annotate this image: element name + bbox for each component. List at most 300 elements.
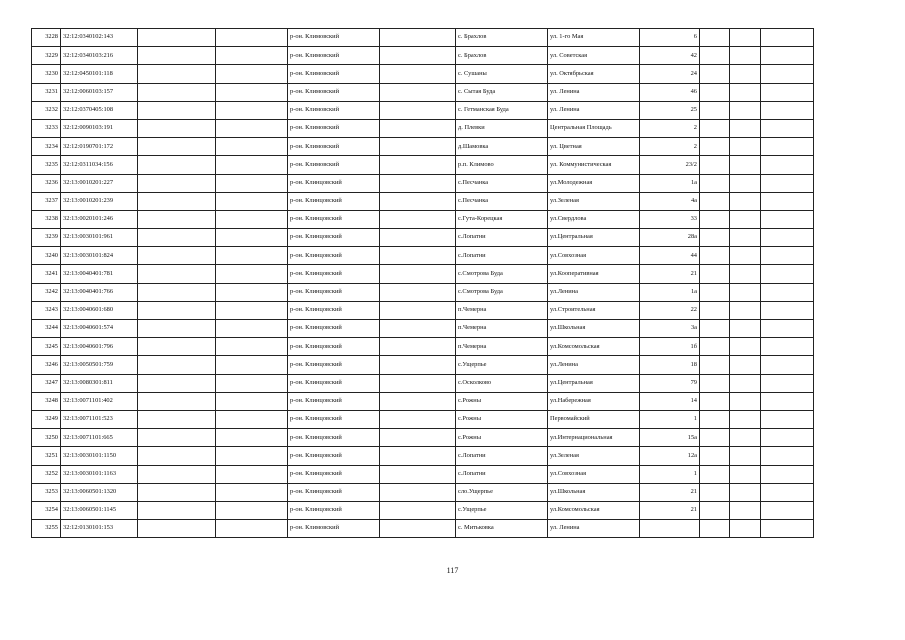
street-cell: ул. Ленина: [548, 101, 640, 119]
district-cell: р-он. Клинцовский: [288, 356, 380, 374]
row-number-cell: 3252: [32, 465, 61, 483]
empty-cell: [761, 65, 814, 83]
district-cell: р-он. Клинцовский: [288, 447, 380, 465]
house-number-cell: 6: [640, 29, 700, 47]
cadastral-number-cell: 32:13:0030101:1163: [61, 465, 138, 483]
cadastral-number-cell: 32:12:0450101:118: [61, 65, 138, 83]
row-number-cell: 3235: [32, 156, 61, 174]
cadastral-number-cell: 32:13:0040601:796: [61, 338, 138, 356]
empty-cell: [216, 156, 288, 174]
table-row: [32, 301, 814, 319]
empty-cell: [730, 65, 761, 83]
empty-cell: [380, 247, 456, 265]
table-row: [32, 265, 814, 283]
cadastral-number-cell: 32:13:0060501:1320: [61, 483, 138, 501]
locality-cell: с.Осколково: [456, 374, 548, 392]
empty-cell: [216, 29, 288, 47]
empty-cell: [216, 483, 288, 501]
table-row: [32, 65, 814, 83]
empty-cell: [216, 119, 288, 137]
cadastral-number-cell: 32:13:0030101:961: [61, 229, 138, 247]
empty-cell: [700, 101, 730, 119]
table-row: [32, 174, 814, 192]
empty-cell: [700, 247, 730, 265]
empty-cell: [380, 520, 456, 538]
empty-cell: [380, 156, 456, 174]
house-number-cell: 2: [640, 119, 700, 137]
empty-cell: [700, 47, 730, 65]
district-cell: р-он. Клинцовский: [288, 283, 380, 301]
district-cell: р-он. Клинцовский: [288, 338, 380, 356]
empty-cell: [730, 301, 761, 319]
district-cell: р-он. Клинцовский: [288, 465, 380, 483]
empty-cell: [380, 465, 456, 483]
locality-cell: с.Смотрова Буда: [456, 265, 548, 283]
empty-cell: [761, 429, 814, 447]
empty-cell: [138, 83, 216, 101]
street-cell: ул.Школьная: [548, 483, 640, 501]
locality-cell: с.Смотрова Буда: [456, 283, 548, 301]
table-row: [32, 29, 814, 47]
district-cell: р-он. Климовский: [288, 156, 380, 174]
cadastral-number-cell: 32:13:0040601:680: [61, 301, 138, 319]
house-number-cell: 1: [640, 465, 700, 483]
table-row: [32, 338, 814, 356]
house-number-cell: 2: [640, 138, 700, 156]
house-number-cell: 21: [640, 265, 700, 283]
empty-cell: [761, 156, 814, 174]
locality-cell: с. Сытая Буда: [456, 83, 548, 101]
street-cell: ул.Ленина: [548, 356, 640, 374]
locality-cell: с. Гетманская Буда: [456, 101, 548, 119]
street-cell: Центральная Площадь: [548, 119, 640, 137]
empty-cell: [380, 356, 456, 374]
empty-cell: [216, 174, 288, 192]
empty-cell: [138, 265, 216, 283]
empty-cell: [700, 429, 730, 447]
empty-cell: [216, 47, 288, 65]
empty-cell: [138, 338, 216, 356]
empty-cell: [761, 447, 814, 465]
row-number-cell: 3234: [32, 138, 61, 156]
empty-cell: [700, 320, 730, 338]
cadastral-number-cell: 32:13:0030101:1150: [61, 447, 138, 465]
row-number-cell: 3231: [32, 83, 61, 101]
empty-cell: [761, 29, 814, 47]
row-number-cell: 3233: [32, 119, 61, 137]
house-number-cell: 24: [640, 65, 700, 83]
empty-cell: [138, 192, 216, 210]
empty-cell: [700, 119, 730, 137]
empty-cell: [730, 483, 761, 501]
locality-cell: п.Чемерна: [456, 320, 548, 338]
table-row: [32, 192, 814, 210]
locality-cell: р.п. Климово: [456, 156, 548, 174]
empty-cell: [700, 520, 730, 538]
empty-cell: [730, 83, 761, 101]
cadastral-number-cell: 32:12:0090103:191: [61, 119, 138, 137]
row-number-cell: 3251: [32, 447, 61, 465]
locality-cell: с.Ущерпье: [456, 501, 548, 519]
empty-cell: [138, 501, 216, 519]
district-cell: р-он. Клинцовский: [288, 429, 380, 447]
street-cell: ул.Центральная: [548, 374, 640, 392]
cadastral-number-cell: 32:12:0130101:153: [61, 520, 138, 538]
row-number-cell: 3239: [32, 229, 61, 247]
empty-cell: [138, 483, 216, 501]
empty-cell: [216, 83, 288, 101]
empty-cell: [761, 247, 814, 265]
empty-cell: [730, 520, 761, 538]
empty-cell: [761, 392, 814, 410]
table-row: [32, 356, 814, 374]
empty-cell: [138, 447, 216, 465]
street-cell: ул. Ленина: [548, 520, 640, 538]
empty-cell: [216, 265, 288, 283]
locality-cell: с.Рожны: [456, 410, 548, 428]
locality-cell: с.Лопатни: [456, 229, 548, 247]
locality-cell: п.Чемерна: [456, 301, 548, 319]
row-number-cell: 3241: [32, 265, 61, 283]
empty-cell: [380, 338, 456, 356]
cadastral-number-cell: 32:13:0040401:781: [61, 265, 138, 283]
empty-cell: [730, 101, 761, 119]
empty-cell: [730, 283, 761, 301]
locality-cell: с. Брахлов: [456, 29, 548, 47]
empty-cell: [380, 210, 456, 228]
empty-cell: [138, 392, 216, 410]
empty-cell: [380, 374, 456, 392]
district-cell: р-он. Клинцовский: [288, 483, 380, 501]
empty-cell: [216, 192, 288, 210]
empty-cell: [700, 174, 730, 192]
empty-cell: [761, 356, 814, 374]
street-cell: ул.Комсомольская: [548, 501, 640, 519]
house-number-cell: 3а: [640, 320, 700, 338]
table-row: [32, 410, 814, 428]
cadastral-number-cell: 32:12:0370405:108: [61, 101, 138, 119]
row-number-cell: 3248: [32, 392, 61, 410]
table-row: [32, 374, 814, 392]
house-number-cell: 79: [640, 374, 700, 392]
street-cell: ул.Строительная: [548, 301, 640, 319]
empty-cell: [700, 156, 730, 174]
house-number-cell: 14: [640, 392, 700, 410]
house-number-cell: 1а: [640, 283, 700, 301]
cadastral-number-cell: 32:12:0060103:157: [61, 83, 138, 101]
empty-cell: [216, 210, 288, 228]
empty-cell: [216, 101, 288, 119]
empty-cell: [730, 174, 761, 192]
district-cell: р-он. Клинцовский: [288, 392, 380, 410]
empty-cell: [138, 138, 216, 156]
district-cell: р-он. Климовский: [288, 29, 380, 47]
house-number-cell: 44: [640, 247, 700, 265]
empty-cell: [380, 392, 456, 410]
street-cell: ул.Свердлова: [548, 210, 640, 228]
empty-cell: [216, 338, 288, 356]
table-row: [32, 83, 814, 101]
district-cell: р-он. Клинцовский: [288, 247, 380, 265]
empty-cell: [380, 47, 456, 65]
empty-cell: [216, 465, 288, 483]
row-number-cell: 3240: [32, 247, 61, 265]
empty-cell: [380, 410, 456, 428]
cadastral-number-cell: 32:13:0040401:766: [61, 283, 138, 301]
empty-cell: [761, 192, 814, 210]
table-row: [32, 283, 814, 301]
table-row: [32, 429, 814, 447]
cadastral-number-cell: 32:12:0190701:172: [61, 138, 138, 156]
table-row: [32, 501, 814, 519]
house-number-cell: 21: [640, 483, 700, 501]
district-cell: р-он. Климовский: [288, 138, 380, 156]
house-number-cell: [640, 520, 700, 538]
table-row: [32, 229, 814, 247]
empty-cell: [138, 374, 216, 392]
district-cell: р-он. Клинцовский: [288, 229, 380, 247]
locality-cell: д.Шамовка: [456, 138, 548, 156]
empty-cell: [730, 338, 761, 356]
street-cell: ул.Кооперативная: [548, 265, 640, 283]
empty-cell: [138, 410, 216, 428]
empty-cell: [700, 338, 730, 356]
empty-cell: [700, 229, 730, 247]
house-number-cell: 46: [640, 83, 700, 101]
empty-cell: [380, 101, 456, 119]
house-number-cell: 1: [640, 410, 700, 428]
street-cell: ул. Октябрьская: [548, 65, 640, 83]
house-number-cell: 42: [640, 47, 700, 65]
empty-cell: [730, 501, 761, 519]
empty-cell: [380, 192, 456, 210]
table-row: [32, 447, 814, 465]
district-cell: р-он. Климовский: [288, 101, 380, 119]
empty-cell: [730, 229, 761, 247]
district-cell: р-он. Климовский: [288, 520, 380, 538]
empty-cell: [730, 247, 761, 265]
empty-cell: [380, 229, 456, 247]
street-cell: ул.Ленина: [548, 283, 640, 301]
district-cell: р-он. Клинцовский: [288, 301, 380, 319]
empty-cell: [216, 374, 288, 392]
empty-cell: [730, 156, 761, 174]
house-number-cell: 18: [640, 356, 700, 374]
house-number-cell: 22: [640, 301, 700, 319]
empty-cell: [730, 447, 761, 465]
street-cell: Первомайский: [548, 410, 640, 428]
street-cell: ул. Ленина: [548, 83, 640, 101]
empty-cell: [216, 301, 288, 319]
empty-cell: [138, 465, 216, 483]
empty-cell: [138, 429, 216, 447]
street-cell: ул. Коммунистическая: [548, 156, 640, 174]
cadastral-number-cell: 32:12:0340103:216: [61, 47, 138, 65]
cadastral-number-cell: 32:13:0020101:246: [61, 210, 138, 228]
empty-cell: [138, 101, 216, 119]
row-number-cell: 3244: [32, 320, 61, 338]
district-cell: р-он. Климовский: [288, 119, 380, 137]
empty-cell: [761, 301, 814, 319]
locality-cell: с. Брахлов: [456, 47, 548, 65]
cadastral-number-cell: 32:13:0010201:239: [61, 192, 138, 210]
empty-cell: [761, 229, 814, 247]
empty-cell: [730, 119, 761, 137]
empty-cell: [700, 410, 730, 428]
empty-cell: [761, 320, 814, 338]
row-number-cell: 3255: [32, 520, 61, 538]
empty-cell: [380, 65, 456, 83]
house-number-cell: 12а: [640, 447, 700, 465]
empty-cell: [700, 356, 730, 374]
district-cell: р-он. Климовский: [288, 47, 380, 65]
empty-cell: [730, 265, 761, 283]
locality-cell: д. Плевки: [456, 119, 548, 137]
empty-cell: [138, 247, 216, 265]
empty-cell: [761, 410, 814, 428]
house-number-cell: 23/2: [640, 156, 700, 174]
empty-cell: [730, 192, 761, 210]
locality-cell: с.Гута-Корецкая: [456, 210, 548, 228]
table-row: [32, 101, 814, 119]
row-number-cell: 3238: [32, 210, 61, 228]
table-row: [32, 465, 814, 483]
empty-cell: [700, 265, 730, 283]
locality-cell: с.Лопатни: [456, 465, 548, 483]
empty-cell: [700, 138, 730, 156]
cadastral-number-cell: 32:13:0030101:824: [61, 247, 138, 265]
row-number-cell: 3232: [32, 101, 61, 119]
row-number-cell: 3228: [32, 29, 61, 47]
district-cell: р-он. Клинцовский: [288, 501, 380, 519]
empty-cell: [700, 301, 730, 319]
locality-cell: сло.Ущерпье: [456, 483, 548, 501]
empty-cell: [730, 410, 761, 428]
empty-cell: [138, 65, 216, 83]
registry-table: [31, 28, 814, 538]
empty-cell: [700, 501, 730, 519]
street-cell: ул.Зеленая: [548, 447, 640, 465]
house-number-cell: 25: [640, 101, 700, 119]
row-number-cell: 3229: [32, 47, 61, 65]
street-cell: ул.Зеленая: [548, 192, 640, 210]
empty-cell: [700, 465, 730, 483]
cadastral-number-cell: 32:12:0340102:143: [61, 29, 138, 47]
district-cell: р-он. Климовский: [288, 65, 380, 83]
empty-cell: [730, 374, 761, 392]
empty-cell: [761, 265, 814, 283]
empty-cell: [730, 210, 761, 228]
cadastral-number-cell: 32:13:0071101:402: [61, 392, 138, 410]
empty-cell: [380, 283, 456, 301]
row-number-cell: 3243: [32, 301, 61, 319]
district-cell: р-он. Клинцовский: [288, 410, 380, 428]
empty-cell: [700, 192, 730, 210]
empty-cell: [730, 465, 761, 483]
empty-cell: [700, 447, 730, 465]
street-cell: ул.Школьная: [548, 320, 640, 338]
street-cell: ул. Советская: [548, 47, 640, 65]
empty-cell: [700, 210, 730, 228]
row-number-cell: 3230: [32, 65, 61, 83]
empty-cell: [761, 174, 814, 192]
street-cell: ул.Молодежная: [548, 174, 640, 192]
empty-cell: [730, 320, 761, 338]
empty-cell: [216, 392, 288, 410]
empty-cell: [380, 483, 456, 501]
table-row: [32, 247, 814, 265]
cadastral-number-cell: 32:13:0071101:665: [61, 429, 138, 447]
empty-cell: [380, 138, 456, 156]
empty-cell: [761, 83, 814, 101]
street-cell: ул.Комсомольская: [548, 338, 640, 356]
house-number-cell: 1б: [640, 338, 700, 356]
cadastral-number-cell: 32:13:0060501:1145: [61, 501, 138, 519]
registry-body: [32, 29, 814, 538]
street-cell: ул.Набережная: [548, 392, 640, 410]
empty-cell: [138, 29, 216, 47]
empty-cell: [216, 138, 288, 156]
empty-cell: [380, 29, 456, 47]
empty-cell: [700, 483, 730, 501]
row-number-cell: 3249: [32, 410, 61, 428]
empty-cell: [138, 320, 216, 338]
empty-cell: [216, 247, 288, 265]
cadastral-number-cell: 32:13:0050501:759: [61, 356, 138, 374]
table-row: [32, 47, 814, 65]
empty-cell: [700, 65, 730, 83]
table-row: [32, 156, 814, 174]
house-number-cell: 21: [640, 501, 700, 519]
cadastral-number-cell: 32:13:0080301:811: [61, 374, 138, 392]
row-number-cell: 3250: [32, 429, 61, 447]
empty-cell: [730, 392, 761, 410]
page-number: 117: [446, 566, 459, 575]
empty-cell: [380, 119, 456, 137]
locality-cell: с.Рожны: [456, 429, 548, 447]
row-number-cell: 3236: [32, 174, 61, 192]
empty-cell: [216, 283, 288, 301]
district-cell: р-он. Клинцовский: [288, 192, 380, 210]
empty-cell: [216, 356, 288, 374]
empty-cell: [138, 301, 216, 319]
empty-cell: [761, 520, 814, 538]
empty-cell: [730, 138, 761, 156]
street-cell: ул. 1-го Мая: [548, 29, 640, 47]
house-number-cell: 33: [640, 210, 700, 228]
empty-cell: [380, 320, 456, 338]
table-row: [32, 320, 814, 338]
empty-cell: [730, 29, 761, 47]
district-cell: р-он. Клинцовский: [288, 374, 380, 392]
empty-cell: [138, 119, 216, 137]
empty-cell: [138, 520, 216, 538]
empty-cell: [380, 265, 456, 283]
house-number-cell: 4а: [640, 192, 700, 210]
locality-cell: с.Лопатни: [456, 447, 548, 465]
empty-cell: [700, 29, 730, 47]
cadastral-number-cell: 32:13:0040601:574: [61, 320, 138, 338]
empty-cell: [761, 338, 814, 356]
locality-cell: с. Митьковка: [456, 520, 548, 538]
empty-cell: [700, 374, 730, 392]
empty-cell: [216, 520, 288, 538]
cadastral-number-cell: 32:13:0010201:227: [61, 174, 138, 192]
row-number-cell: 3242: [32, 283, 61, 301]
table-row: [32, 520, 814, 538]
street-cell: ул.Интернациональная: [548, 429, 640, 447]
empty-cell: [380, 174, 456, 192]
